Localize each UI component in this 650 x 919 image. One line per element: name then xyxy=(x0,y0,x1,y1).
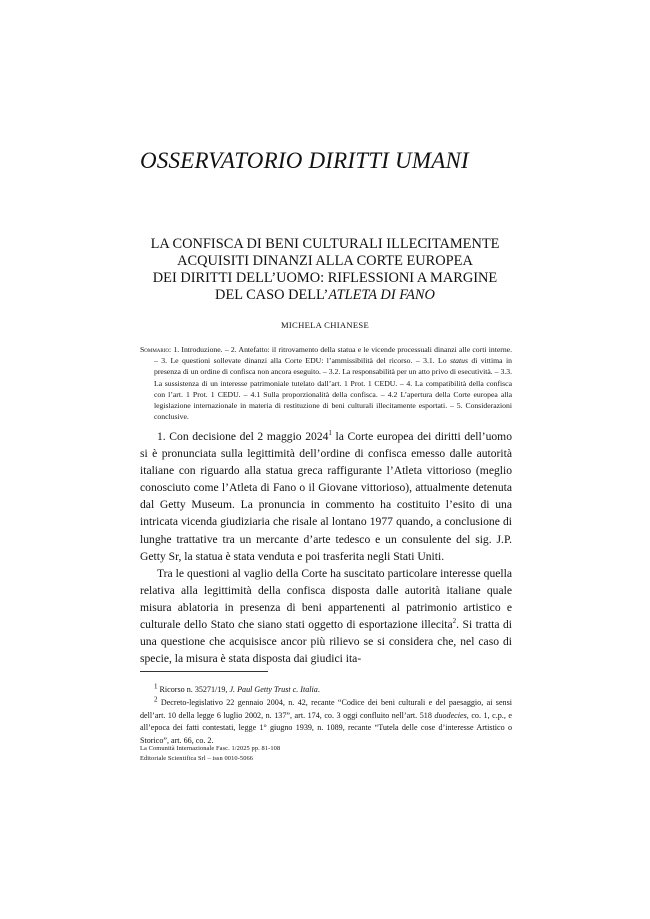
title-line: DEI DIRITTI DELL’UOMO: RIFLESSIONI A MARGINE xyxy=(152,270,498,286)
paragraph: 1. Con decisione del 2 maggio 2024$^1$ la Corte europea dei diritti dell’uomo si è pronunciata sulla legittimità dell’ordine di confisca emesso dalle autorità italiane con riguardo alla statua greca raffigurante l’Atleta vittorioso (meglio conosciuto come l’Atleta di Fano o il Giovane vittorioso), attualmente detenuta dal Getty Museum. La pronuncia in commento ha costituito l’esito di una intricata vicenda giudiziaria che risale al lontano 1977 quando, a conclusione di lunghe trattative tra un mercante d’arte tedesco e un consulente del sig. J.P. Getty Sr, la statua è stata venduta e poi trasferita negli Stati Uniti. xyxy=(140,429,512,563)
footnote: $^1$ Ricorso n. 35271/19, J. Paul Getty Trust c. Italia. xyxy=(154,682,320,694)
body-text xyxy=(140,428,512,667)
summary xyxy=(140,344,512,422)
journal-line: Editoriale Scientifica Srl – issn 0010-5066 xyxy=(140,754,254,762)
title-line-italic: ATLETA DI FANO xyxy=(328,287,435,303)
journal-line: La Comunità Internazionale Fasc. 1/2025 pp. 81-108 xyxy=(140,745,281,752)
title-line: LA CONFISCA DI BENI CULTURALI ILLECITAMENTE xyxy=(150,236,500,252)
title-line: ACQUISITI DINANZI ALLA CORTE EUROPEA xyxy=(177,253,473,269)
title-line-prefix: DEL CASO DELL’ xyxy=(215,287,329,303)
footnote: $^2$ Decreto-legislativo 22 gennaio 2004, n. 42, recante “Codice dei beni culturali e del paesaggio, ai sensi dell’art. 10 della legge 6 luglio 2002, n. 137”, art. 174, co. 3 oggi confluito nell’art. 518 duodecies, co. 1, c.p., e all’epoca dei fatti contestati, legge 1° giugno 1939, n. 1089, recante “Tutela delle cose d’interesse Artistico o Storico”, art. 66, co. 2. xyxy=(140,695,512,746)
article-title xyxy=(140,236,510,304)
footnote-ref[interactable]: 1 xyxy=(328,429,332,438)
footnote-ref[interactable]: 2 xyxy=(452,617,457,626)
summary-text: Sommario: 1. Introduzione. – 2. Antefatto: il ritrovamento della statua e le vicende processuali dinanzi alle corti interne. – 3. Le questioni sollevate dinanzi alla Corte EDU: l’ammissibilità del ricorso. – 3.1. Lo status di vittima in presenza di un ordine di confisca non ancora eseguito. – 3.2. La responsabilità per un atto privo di esecutività. – 3.3. La sussistenza di un interesse patrimoniale tutelato dall’art. 1 Prot. 1 CEDU. – 4. La compatibilità della confisca con l’art. 1 Prot. 1 CEDU. – 4.1 Sulla proporzionalità della confisca. – 4.2 L’apertura della Corte europea alla legislazione internazionale in materia di restituzione di beni culturali illecitamente esportati. – 5. Considerazioni conclusive. xyxy=(140,345,512,422)
journal-info xyxy=(140,744,512,763)
section-title: OSSERVATORIO DIRITTI UMANI xyxy=(140,148,469,173)
footnote-divider xyxy=(140,671,268,672)
summary-label: Sommario xyxy=(140,345,169,354)
paragraph: Tra le questioni al vaglio della Corte ha suscitato particolare interesse quella relativa alla legittimità della confisca disposta dalle autorità italiane quale misura ablatoria in presenza di beni appartenenti al patrimonio artistico e culturale dello Stato che siano stati oggetto di esportazione illecita$^2$. Si tratta di una questione che acquisisce ancor più rilievo se si considera che, nel caso di specie, la misura è stata disposta dai giudici ita- xyxy=(140,566,512,666)
footnotes xyxy=(140,684,512,748)
author-name: MICHELA CHIANESE xyxy=(280,320,370,330)
